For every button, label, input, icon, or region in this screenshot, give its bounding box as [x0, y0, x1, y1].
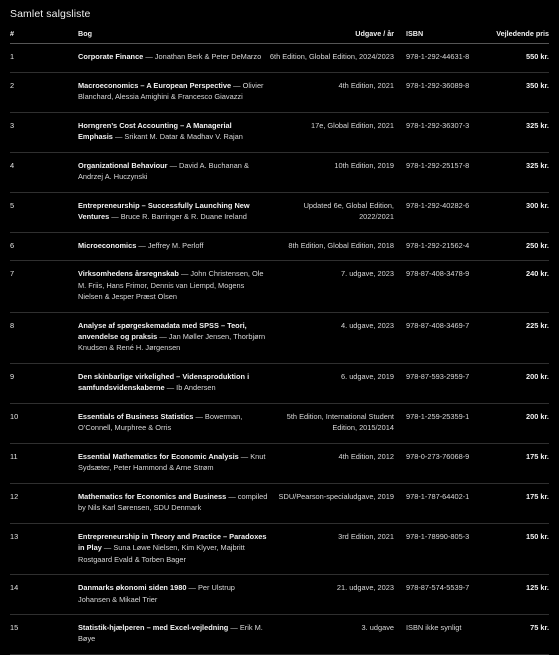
edition-cell: Updated 6e, Global Edition, 2022/2021: [268, 192, 402, 232]
book-cell: [78, 443, 268, 483]
book-cell: [78, 615, 268, 655]
table-row: [10, 72, 549, 112]
price-cell: 175 kr.: [486, 443, 549, 483]
table-header-row: [10, 28, 549, 44]
book-authors: — Erik M. Bøye: [78, 623, 263, 644]
column-header-book: Bog: [78, 28, 268, 44]
table-row: [10, 363, 549, 403]
isbn-cell: 978-87-593-2959-7: [402, 363, 486, 403]
book-title: Danmarks økonomi siden 1980: [78, 583, 187, 593]
book-cell: [78, 192, 268, 232]
book-title: Den skinbarlige virkelighed – Vidensproduktion i samfundsvidenskaberne: [78, 371, 250, 393]
book-cell: [78, 44, 268, 72]
row-number: 11: [10, 443, 78, 483]
table-row: [10, 483, 549, 523]
edition-cell: 3rd Edition, 2021: [268, 523, 402, 574]
price-cell: 550 kr.: [486, 44, 549, 72]
book-cell: [78, 232, 268, 260]
row-number: 6: [10, 232, 78, 260]
edition-cell: 8th Edition, Global Edition, 2018: [268, 232, 402, 260]
edition-cell: 4. udgave, 2023: [268, 312, 402, 363]
table-row: [10, 575, 549, 615]
book-authors: — Olivier Blanchard, Alessia Amighini & Francesco Giavazzi: [78, 80, 264, 102]
book-cell: [78, 403, 268, 443]
price-cell: 150 kr.: [486, 523, 549, 574]
price-cell: 350 kr.: [486, 72, 549, 112]
row-number: 2: [10, 72, 78, 112]
table-row: [10, 312, 549, 363]
column-header-price: Vejledende pris: [486, 28, 549, 44]
isbn-cell: 978-1-292-25157-8: [402, 152, 486, 192]
book-authors: — Ib Andersen: [164, 383, 216, 393]
column-header-isbn: ISBN: [402, 28, 486, 44]
book-authors: — compiled by Nils Karl Sørensen, SDU Denmark: [78, 491, 268, 513]
book-cell: [78, 72, 268, 112]
book-authors: — Srikant M. Datar & Madhav V. Rajan: [112, 132, 243, 142]
table-row: [10, 403, 549, 443]
edition-cell: 17e, Global Edition, 2021: [268, 112, 402, 152]
row-number: 7: [10, 261, 78, 312]
book-title: Essential Mathematics for Economic Analysis: [78, 451, 239, 461]
book-cell: [78, 261, 268, 312]
isbn-cell: 978-87-408-3469-7: [402, 312, 486, 363]
book-title: Macroeconomics – A European Perspective: [78, 80, 232, 90]
book-cell: [78, 575, 268, 615]
price-cell: 250 kr.: [486, 232, 549, 260]
row-number: 10: [10, 403, 78, 443]
row-number: 1: [10, 44, 78, 72]
isbn-cell: ISBN ikke synligt: [402, 615, 486, 655]
price-cell: 125 kr.: [486, 575, 549, 615]
book-authors: — John Christensen, Ole M. Friis, Hans Frimor, Dennis van Liempd, Mogens Nielsen & Jesper Præst Olsen: [78, 269, 264, 302]
edition-cell: 6th Edition, Global Edition, 2024/2023: [268, 44, 402, 72]
table-row: [10, 232, 549, 260]
price-cell: 75 kr.: [486, 615, 549, 655]
row-number: 14: [10, 575, 78, 615]
isbn-cell: 978-1-292-44631-8: [402, 44, 486, 72]
edition-cell: 4th Edition, 2021: [268, 72, 402, 112]
book-cell: [78, 152, 268, 192]
book-title: Analyse af spørgeskemadata med SPSS – Teori, anvendelse og praksis: [78, 320, 247, 341]
price-cell: 200 kr.: [486, 363, 549, 403]
price-cell: 300 kr.: [486, 192, 549, 232]
table-row: [10, 152, 549, 192]
edition-cell: 6. udgave, 2019: [268, 363, 402, 403]
table-row: [10, 615, 549, 655]
table-row: [10, 44, 549, 72]
book-authors: — Bowerman, O’Connell, Murphree & Orris: [78, 411, 243, 433]
page-title: Samlet salgsliste: [10, 8, 91, 20]
book-authors: — Bruce R. Barringer & R. Duane Ireland: [109, 212, 247, 222]
row-number: 4: [10, 152, 78, 192]
book-cell: [78, 363, 268, 403]
column-header-edition: Udgave / år: [268, 28, 402, 44]
book-title: Microeconomics: [78, 240, 137, 250]
table-row: [10, 261, 549, 312]
isbn-cell: 978-1-78990-805-3: [402, 523, 486, 574]
book-authors: — Jonathan Berk & Peter DeMarzo: [143, 52, 262, 62]
row-number: 8: [10, 312, 78, 363]
book-title: Entrepreneurship in Theory and Practice – Paradoxes in Play: [78, 531, 267, 553]
row-number: 12: [10, 483, 78, 523]
isbn-cell: 978-1-292-36089-8: [402, 72, 486, 112]
price-cell: 200 kr.: [486, 403, 549, 443]
isbn-cell: 978-87-408-3478-9: [402, 261, 486, 312]
edition-cell: SDU/Pearson-specialudgave, 2019: [268, 483, 402, 523]
price-cell: 175 kr.: [486, 483, 549, 523]
book-title: Statistik-hjælperen – med Excel-vejledning: [78, 623, 229, 633]
book-authors: — David A. Buchanan & Andrzej A. Huczynski: [78, 160, 249, 182]
edition-cell: 3. udgave: [268, 615, 402, 655]
book-title: Corporate Finance: [78, 52, 144, 62]
book-authors: — Suna Løwe Nielsen, Kim Klyver, Majbritt Rostgaard Evald & Torben Bager: [78, 543, 245, 564]
column-header-number: #: [10, 28, 78, 44]
edition-cell: 10th Edition, 2019: [268, 152, 402, 192]
price-cell: 225 kr.: [486, 312, 549, 363]
table-body: [10, 44, 549, 655]
row-number: 13: [10, 523, 78, 574]
price-cell: 240 kr.: [486, 261, 549, 312]
price-cell: 325 kr.: [486, 112, 549, 152]
book-authors: — Jan Møller Jensen, Thorbjørn Knudsen & René H. Jørgensen: [78, 331, 266, 353]
book-authors: — Jeffrey M. Perloff: [136, 240, 204, 250]
row-number: 5: [10, 192, 78, 232]
book-authors: — Knut Sydsæter, Peter Hammond & Arne Strøm: [78, 451, 266, 473]
row-number: 15: [10, 615, 78, 655]
table-row: [10, 192, 549, 232]
isbn-cell: 978-1-787-64402-1: [402, 483, 486, 523]
isbn-cell: 978-87-574-5539-7: [402, 575, 486, 615]
isbn-cell: 978-1-292-40282-6: [402, 192, 486, 232]
table-header: [10, 28, 549, 44]
book-authors: — Per Ulstrup Johansen & Mikael Trier: [78, 583, 235, 604]
isbn-cell: 978-1-259-25359-1: [402, 403, 486, 443]
book-title: Entrepreneurship – Successfully Launching New Ventures: [78, 200, 250, 222]
sales-table: [10, 28, 549, 655]
book-title: Organizational Behaviour: [78, 160, 168, 170]
row-number: 9: [10, 363, 78, 403]
edition-cell: 7. udgave, 2023: [268, 261, 402, 312]
isbn-cell: 978-0-273-76068-9: [402, 443, 486, 483]
table-row: [10, 443, 549, 483]
edition-cell: 21. udgave, 2023: [268, 575, 402, 615]
edition-cell: 5th Edition, International Student Edition, 2015/2014: [268, 403, 402, 443]
book-title: Mathematics for Economics and Business: [78, 491, 227, 501]
book-cell: [78, 483, 268, 523]
isbn-cell: 978-1-292-36307-3: [402, 112, 486, 152]
book-title: Essentials of Business Statistics: [78, 411, 194, 421]
table-row: [10, 112, 549, 152]
isbn-cell: 978-1-292-21562-4: [402, 232, 486, 260]
book-title: Virksomhedens årsregnskab: [78, 269, 179, 279]
book-cell: [78, 112, 268, 152]
book-cell: [78, 312, 268, 363]
book-cell: [78, 523, 268, 574]
edition-cell: 4th Edition, 2012: [268, 443, 402, 483]
book-title: Horngren’s Cost Accounting – A Managerial Emphasis: [78, 120, 232, 142]
price-cell: 325 kr.: [486, 152, 549, 192]
table-row: [10, 523, 549, 574]
row-number: 3: [10, 112, 78, 152]
